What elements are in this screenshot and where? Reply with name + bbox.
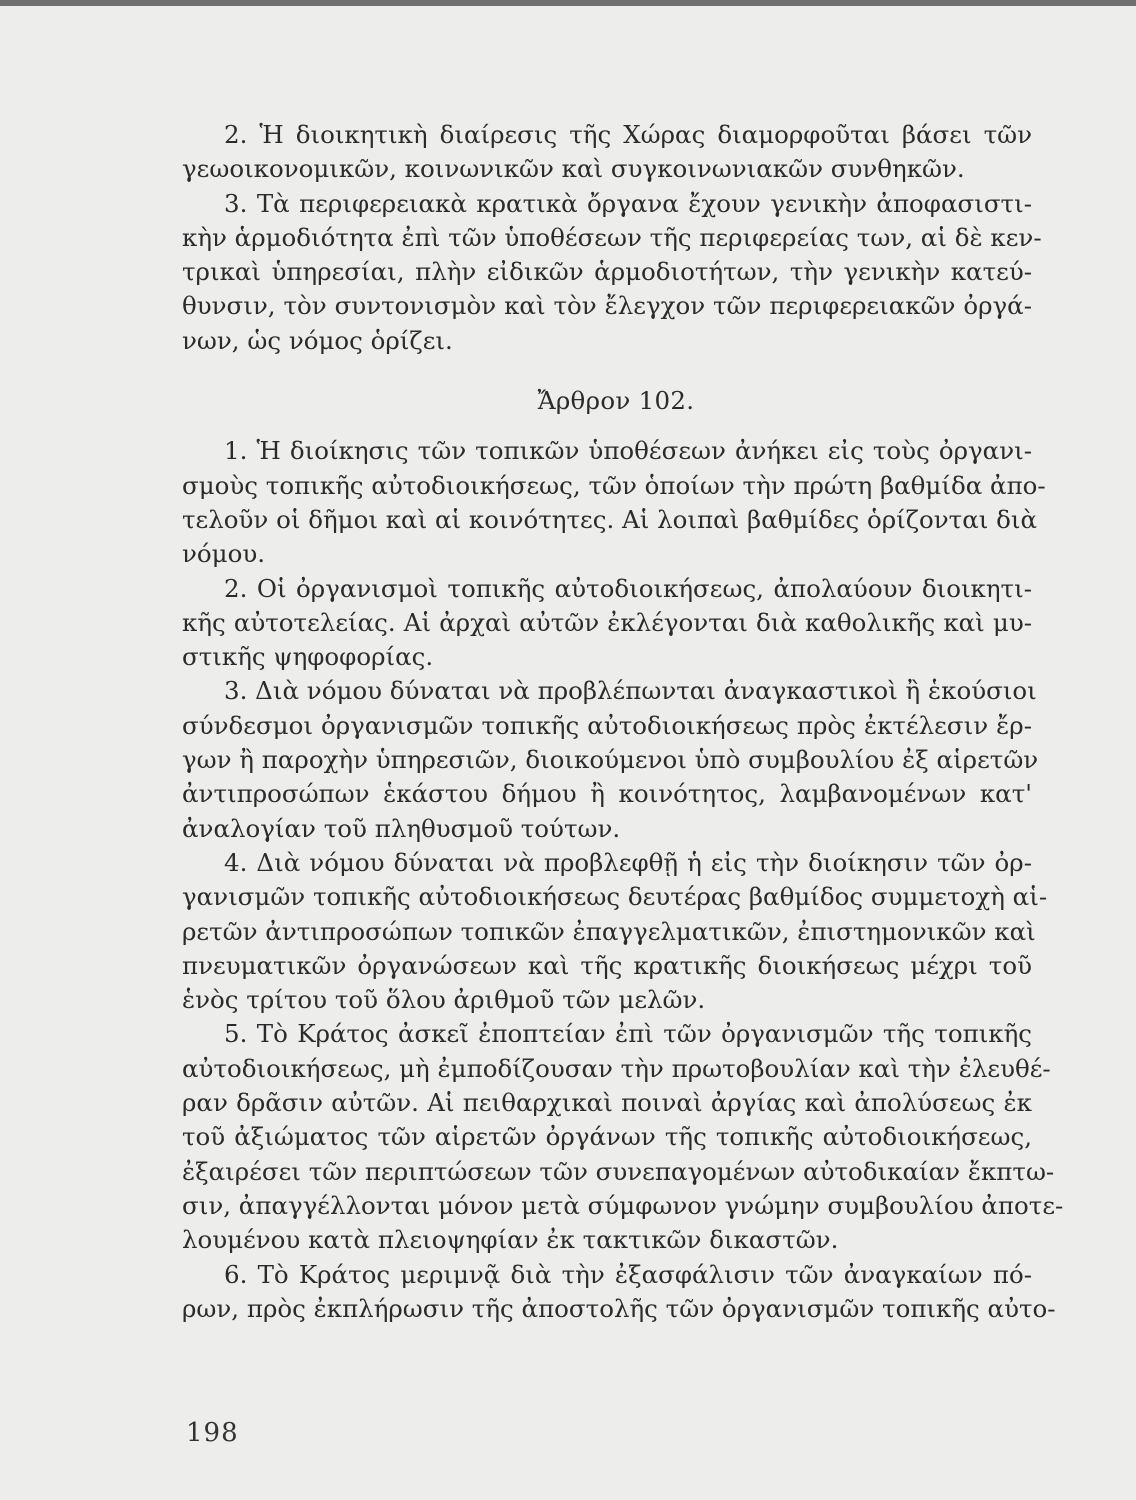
text-line: κῆς αὐτοτελείας. Αἱ ἀρχαὶ αὐτῶν ἐκλέγονται διὰ καθολικῆς καὶ μυ- — [182, 607, 1032, 637]
scan-top-edge — [0, 0, 1136, 6]
text-line: νων, ὡς νόμος ὁρίζει. — [182, 325, 453, 355]
paragraph-2 — [182, 118, 1032, 187]
text-line: γεωοικονομικῶν, κοινωνικῶν καὶ συγκοινωνιακῶν συνθηκῶν. — [182, 154, 965, 184]
text-line: τελοῦν οἱ δῆμοι καὶ αἱ κοινότητες. Αἱ λοιπαὶ βαθμίδες ὁρίζονται διὰ — [182, 504, 1038, 534]
page-number: 198 — [186, 1418, 239, 1448]
text-line: 2. Οἱ ὀργανισμοὶ τοπικῆς αὐτοδιοικήσεως, ἀπολαύουν διοικητι- — [224, 573, 1032, 603]
text-line: κὴν ἁρμοδιότητα ἐπὶ τῶν ὑποθέσεων τῆς περιφερείας των, αἱ δὲ κεν- — [182, 222, 1042, 252]
text-line: ἀντιπροσώπων ἑκάστου δήμου ἢ κοινότητος, λαμβανομένων κατ' — [182, 779, 1032, 809]
article-paragraph-4 — [182, 846, 1048, 1017]
text-line: 3. Τὰ περιφερειακὰ κρατικὰ ὄργανα ἔχουν γενικὴν ἀποφασιστι- — [224, 188, 1032, 218]
text-line: σμοὺς τοπικῆς αὐτοδιοικήσεως, τῶν ὁποίων τὴν πρώτη βαθμίδα ἀπο- — [182, 470, 1046, 500]
text-line: 1. Ἡ διοίκησις τῶν τοπικῶν ὑποθέσεων ἀνήκει εἰς τοὺς ὀργανι- — [224, 436, 1032, 466]
text-line: τοῦ ἀξιώματος τῶν αἱρετῶν ὀργάνων τῆς τοπικῆς αὐτοδιοικήσεως, — [182, 1122, 1032, 1152]
text-line: ἑνὸς τρίτου τοῦ ὅλου ἀριθμοῦ τῶν μελῶν. — [182, 985, 706, 1015]
text-line: τρικαὶ ὑπηρεσίαι, πλὴν εἰδικῶν ἁρμοδιοτήτων, τὴν γενικὴν κατεύ- — [182, 257, 1032, 287]
text-line: 3. Διὰ νόμου δύναται νὰ προβλέπωνται ἀναγκαστικοὶ ἢ ἑκούσιοι — [224, 676, 1037, 706]
text-line: γων ἢ παροχὴν ὑπηρεσιῶν, διοικούμενοι ὑπὸ συμβουλίου ἐξ αἱρετῶν — [182, 745, 1039, 775]
text-line: ρετῶν ἀντιπροσώπων τοπικῶν ἐπαγγελματικῶν, ἐπιστημονικῶν καὶ — [182, 916, 1036, 946]
text-line: πνευματικῶν ὀργανώσεων καὶ τῆς κρατικῆς διοικήσεως μέχρι τοῦ — [182, 950, 1032, 980]
article-paragraph-2 — [182, 572, 1032, 675]
article-paragraphs — [182, 434, 1064, 1326]
text-line: ἀναλογίαν τοῦ πληθυσμοῦ τούτων. — [182, 813, 621, 843]
article-heading: Ἄρθρον 102. — [537, 386, 695, 416]
text-line: στικῆς ψηφοφορίας. — [182, 642, 434, 672]
article-paragraph-5 — [182, 1017, 1064, 1257]
article-paragraph-6 — [182, 1258, 1056, 1327]
text-line: 6. Τὸ Κράτος μεριμνᾷ διὰ τὴν ἐξασφάλισιν τῶν ἀναγκαίων πό- — [224, 1259, 1032, 1289]
page-body-text — [182, 118, 1064, 1326]
intro-paragraphs — [182, 118, 1042, 358]
text-line: ρων, πρὸς ἐκπλήρωσιν τῆς ἀποστολῆς τῶν ὀργανισμῶν τοπικῆς αὐτο- — [182, 1293, 1056, 1323]
text-line: 4. Διὰ νόμου δύναται νὰ προβλεφθῇ ἡ εἰς τὴν διοίκησιν τῶν ὀρ- — [224, 847, 1032, 877]
article-paragraph-1 — [182, 434, 1046, 571]
text-line: ἐξαιρέσει τῶν περιπτώσεων τῶν συνεπαγομένων αὐτοδικαίαν ἔκπτω- — [182, 1156, 1055, 1186]
text-line: αὐτοδιοικήσεως, μὴ ἐμποδίζουσαν τὴν πρωτοβουλίαν καὶ τὴν ἐλευθέ- — [182, 1053, 1051, 1083]
text-line: λουμένου κατὰ πλειοψηφίαν ἐκ τακτικῶν δικαστῶν. — [182, 1225, 839, 1255]
text-line: θυνσιν, τὸν συντονισμὸν καὶ τὸν ἔλεγχον τῶν περιφερειακῶν ὀργά- — [182, 291, 1032, 321]
text-line: 5. Τὸ Κράτος ἀσκεῖ ἐποπτείαν ἐπὶ τῶν ὀργανισμῶν τῆς τοπικῆς — [224, 1019, 1032, 1049]
text-line: 2. Ἡ διοικητικὴ διαίρεσις τῆς Χώρας διαμορφοῦται βάσει τῶν — [224, 120, 1032, 149]
paragraph-3 — [182, 187, 1042, 358]
article-paragraph-3 — [182, 674, 1039, 845]
text-line: νόμου. — [182, 539, 265, 569]
text-line: ραν δρᾶσιν αὐτῶν. Αἱ πειθαρχικαὶ ποιναὶ ἀργίας καὶ ἀπολύσεως ἐκ — [182, 1088, 1032, 1118]
text-line: σιν, ἀπαγγέλλονται μόνον μετὰ σύμφωνον γνώμην συμβουλίου ἀποτε- — [182, 1190, 1064, 1220]
text-line: γανισμῶν τοπικῆς αὐτοδιοικήσεως δευτέρας βαθμίδος συμμετοχὴ αἱ- — [182, 882, 1048, 912]
text-line: σύνδεσμοι ὀργανισμῶν τοπικῆς αὐτοδιοικήσεως πρὸς ἐκτέλεσιν ἔρ- — [182, 710, 1032, 740]
